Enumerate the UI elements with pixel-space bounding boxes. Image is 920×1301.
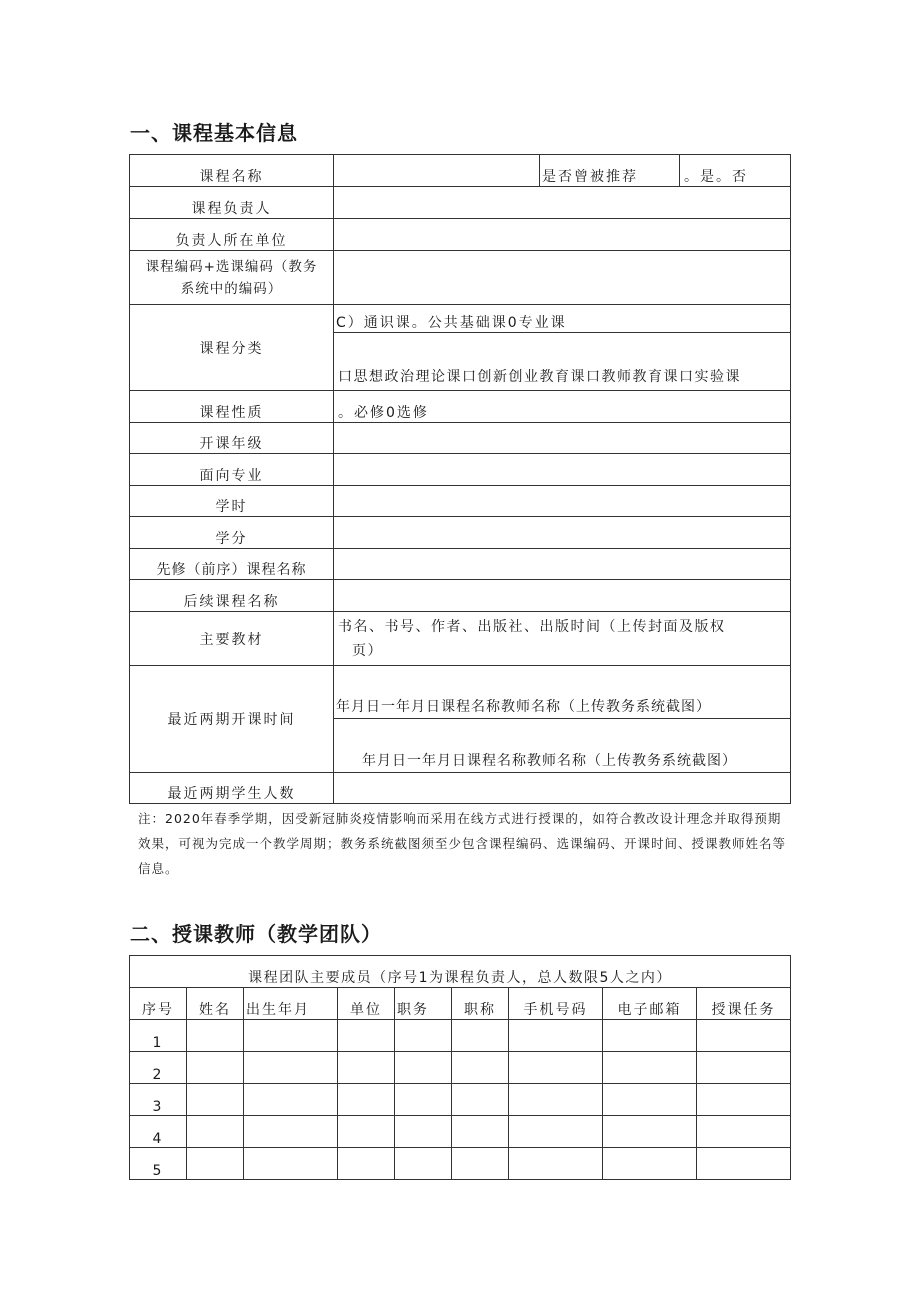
- col-header-name: 姓名: [187, 988, 244, 1020]
- value-recent-time-1[interactable]: 年月日一年月日课程名称教师名称（上传教务系统截图）: [334, 666, 791, 719]
- value-major[interactable]: [334, 454, 791, 486]
- cell-birth[interactable]: [244, 1020, 338, 1052]
- cell-unit[interactable]: [338, 1020, 395, 1052]
- row-index: 3: [130, 1084, 187, 1116]
- label-hours: 学时: [130, 486, 334, 517]
- cell-position[interactable]: [395, 1052, 452, 1084]
- col-header-position: 职务: [395, 988, 452, 1020]
- cell-phone[interactable]: [509, 1052, 603, 1084]
- value-hours[interactable]: [334, 486, 791, 517]
- cell-title[interactable]: [452, 1148, 509, 1180]
- col-header-phone: 手机号码: [509, 988, 603, 1020]
- team-table: [129, 955, 791, 1180]
- cell-birth[interactable]: [244, 1084, 338, 1116]
- label-recommended: 是否曾被推荐: [540, 155, 680, 187]
- label-recent-students: 最近两期学生人数: [130, 773, 334, 804]
- value-course-name[interactable]: [334, 155, 540, 187]
- label-course-name: 课程名称: [130, 155, 334, 187]
- col-header-unit: 单位: [338, 988, 395, 1020]
- cell-position[interactable]: [395, 1148, 452, 1180]
- cell-position[interactable]: [395, 1084, 452, 1116]
- label-unit: 负责人所在单位: [130, 219, 334, 251]
- table-row: [130, 1116, 791, 1148]
- textbook-line2: 页）: [352, 642, 383, 659]
- cell-phone[interactable]: [509, 1148, 603, 1180]
- cell-unit[interactable]: [338, 1116, 395, 1148]
- cell-task[interactable]: [697, 1020, 791, 1052]
- label-follow: 后续课程名称: [130, 580, 334, 612]
- col-header-email: 电子邮箱: [603, 988, 697, 1020]
- cell-title[interactable]: [452, 1084, 509, 1116]
- cell-task[interactable]: [697, 1052, 791, 1084]
- col-header-index: 序号: [130, 988, 187, 1020]
- cell-birth[interactable]: [244, 1052, 338, 1084]
- value-textbook[interactable]: [334, 612, 791, 666]
- label-course-code-line1: 课程编码+选课编码（教务: [145, 258, 318, 275]
- table-row: [130, 1020, 791, 1052]
- cell-task[interactable]: [697, 1116, 791, 1148]
- cell-name[interactable]: [187, 1148, 244, 1180]
- col-header-birth: 出生年月: [244, 988, 338, 1020]
- label-leader: 课程负责人: [130, 187, 334, 219]
- option-recommended-yes-no[interactable]: 。是。否: [680, 155, 791, 187]
- value-grade[interactable]: [334, 423, 791, 454]
- cell-title[interactable]: [452, 1052, 509, 1084]
- row-index: 5: [130, 1148, 187, 1180]
- value-recent-students[interactable]: [334, 773, 791, 804]
- cell-position[interactable]: [395, 1020, 452, 1052]
- cell-unit[interactable]: [338, 1148, 395, 1180]
- label-major: 面向专业: [130, 454, 334, 486]
- cell-task[interactable]: [697, 1148, 791, 1180]
- value-course-code[interactable]: [334, 251, 791, 305]
- col-header-task: 授课任务: [697, 988, 791, 1020]
- cell-phone[interactable]: [509, 1084, 603, 1116]
- footnote: 注：2020年春季学期，因受新冠肺炎疫情影响而采用在线方式进行授课的，如符合教改设计理念并取得预期效果，可视为完成一个教学周期；教务系统截图须至少包含课程编码、选课编码、开课时间、授课教师姓名等信息。: [138, 811, 787, 876]
- cell-phone[interactable]: [509, 1020, 603, 1052]
- course-info-table: [129, 154, 791, 804]
- row-index: 4: [130, 1116, 187, 1148]
- cell-birth[interactable]: [244, 1148, 338, 1180]
- label-recent-time: 最近两期开课时间: [130, 666, 334, 773]
- label-grade: 开课年级: [130, 423, 334, 454]
- label-textbook: 主要教材: [130, 612, 334, 666]
- row-index: 2: [130, 1052, 187, 1084]
- section2-heading: 二、授课教师（教学团队）: [130, 922, 382, 946]
- option-nature[interactable]: 。必修0选修: [334, 391, 791, 423]
- cell-task[interactable]: [697, 1084, 791, 1116]
- value-credits[interactable]: [334, 517, 791, 549]
- cell-email[interactable]: [603, 1084, 697, 1116]
- table-row: [130, 1052, 791, 1084]
- table-row: [130, 1084, 791, 1116]
- cell-title[interactable]: [452, 1020, 509, 1052]
- cell-name[interactable]: [187, 1052, 244, 1084]
- cell-unit[interactable]: [338, 1052, 395, 1084]
- value-follow[interactable]: [334, 580, 791, 612]
- label-course-code-line2: 系统中的编码）: [180, 280, 283, 297]
- value-prereq[interactable]: [334, 549, 791, 580]
- textbook-line1: 书名、书号、作者、出版社、出版时间（上传封面及版权: [338, 618, 726, 635]
- cell-name[interactable]: [187, 1116, 244, 1148]
- cell-unit[interactable]: [338, 1084, 395, 1116]
- cell-email[interactable]: [603, 1020, 697, 1052]
- label-category: 课程分类: [130, 305, 334, 391]
- cell-position[interactable]: [395, 1116, 452, 1148]
- cell-name[interactable]: [187, 1020, 244, 1052]
- label-prereq: 先修（前序）课程名称: [130, 549, 334, 580]
- team-caption: 课程团队主要成员（序号1为课程负责人，总人数限5人之内）: [130, 956, 791, 988]
- cell-title[interactable]: [452, 1116, 509, 1148]
- cell-email[interactable]: [603, 1148, 697, 1180]
- label-course-code: [130, 251, 334, 305]
- col-header-title: 职称: [452, 988, 509, 1020]
- value-recent-time-2[interactable]: 年月日一年月日课程名称教师名称（上传教务系统截图）: [334, 719, 791, 773]
- cell-name[interactable]: [187, 1084, 244, 1116]
- cell-email[interactable]: [603, 1116, 697, 1148]
- section1-heading: 一、课程基本信息: [130, 121, 298, 145]
- row-index: 1: [130, 1020, 187, 1052]
- value-leader[interactable]: [334, 187, 791, 219]
- value-unit[interactable]: [334, 219, 791, 251]
- cell-phone[interactable]: [509, 1116, 603, 1148]
- cell-email[interactable]: [603, 1052, 697, 1084]
- option-category-2[interactable]: 口思想政治理论课口创新创业教育课口教师教育课口实验课: [334, 333, 791, 391]
- option-category-1[interactable]: C）通识课。公共基础课0专业课: [334, 305, 791, 333]
- label-nature: 课程性质: [130, 391, 334, 423]
- table-row: [130, 1148, 791, 1180]
- cell-birth[interactable]: [244, 1116, 338, 1148]
- label-credits: 学分: [130, 517, 334, 549]
